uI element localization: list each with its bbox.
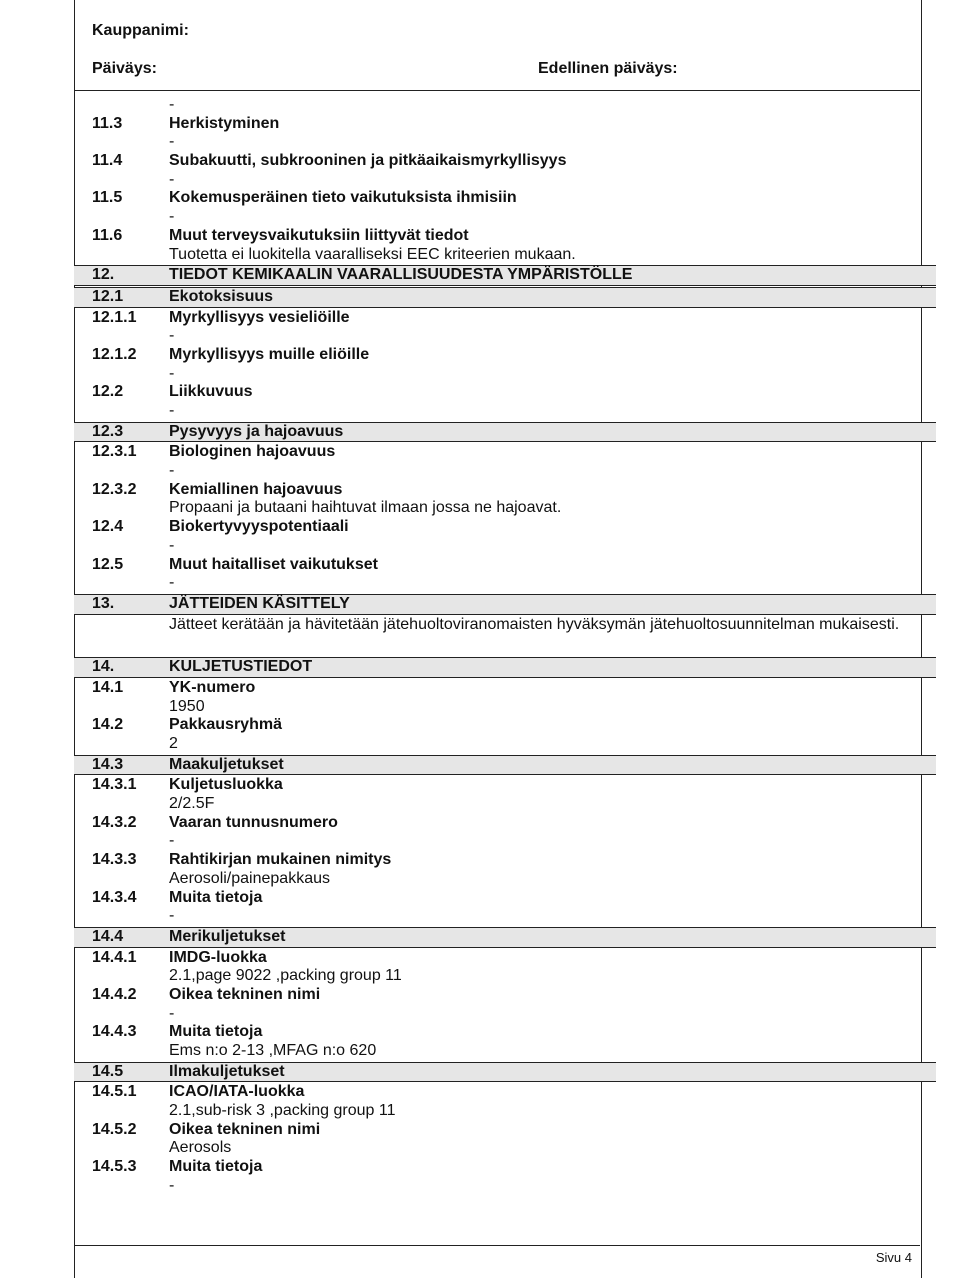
field-value: - (169, 327, 175, 345)
section-band (74, 755, 936, 776)
spacer (92, 634, 918, 656)
section-value (92, 907, 918, 926)
section-title: Vaaran tunnusnumero (169, 813, 338, 831)
section-title: Biologinen hajoavuus (169, 443, 336, 461)
section-number: 11.6 (92, 226, 123, 244)
section-title: Maakuljetukset (169, 755, 284, 773)
section-heading (92, 1083, 918, 1102)
section-heading (92, 481, 918, 500)
section-value (92, 1139, 918, 1158)
section-title: IMDG-luokka (169, 948, 267, 966)
company-name-label: Kauppanimi: (92, 22, 189, 39)
section-title: Kokemusperäinen tieto vaikutuksista ihmisiin (169, 189, 517, 207)
field-value: - (169, 96, 175, 113)
field-value: - (169, 208, 175, 226)
section-number: 12.1 (92, 287, 124, 305)
section-title: Liikkuvuus (169, 383, 253, 401)
section-number: 12.1.2 (92, 345, 137, 363)
header-divider (74, 90, 920, 91)
field-value: - (169, 133, 175, 151)
section-number: 11.4 (92, 152, 123, 170)
field-value: Jätteet kerätään ja hävitetään jätehuoltoviranomaisten hyväksymän jätehuoltosuunnitelman mukaisesti. (169, 615, 900, 633)
section-heading (92, 189, 918, 208)
field-value: 2/2.5F (169, 795, 215, 813)
section-value (92, 499, 918, 518)
field-value: - (169, 574, 175, 592)
section-heading (92, 443, 918, 462)
section-heading (92, 309, 918, 328)
section-title: Rahtikirjan mukainen nimitys (169, 851, 392, 869)
section-heading (92, 1023, 918, 1042)
section-title: Muut haitalliset vaikutukset (169, 555, 378, 573)
section-value (92, 967, 918, 986)
field-value: Aerosols (169, 1139, 232, 1157)
field-value: - (169, 832, 175, 850)
section-number: 11.5 (92, 189, 123, 207)
field-value: 1950 (169, 697, 205, 715)
section-number: 14.5 (92, 1062, 124, 1080)
section-title: Muita tietoja (169, 1023, 263, 1041)
section-value (92, 171, 918, 190)
section-title: Muita tietoja (169, 888, 263, 906)
section-title: Oikea tekninen nimi (169, 1120, 321, 1138)
section-band (74, 422, 936, 443)
section-heading (92, 851, 918, 870)
section-value (92, 698, 918, 717)
section-title: KULJETUSTIEDOT (169, 658, 313, 676)
section-value (92, 96, 918, 115)
field-value: - (169, 364, 175, 382)
section-title: TIEDOT KEMIKAALIN VAARALLISUUDESTA YMPÄRISTÖLLE (169, 266, 633, 284)
section-number: 13. (92, 594, 115, 612)
section-number: 14.2 (92, 716, 124, 734)
section-heading (92, 949, 918, 968)
section-title: Myrkyllisyys muille eliöille (169, 345, 370, 363)
section-number: 14.3.4 (92, 888, 137, 906)
section-title: Ilmakuljetukset (169, 1062, 285, 1080)
section-number: 14.5.2 (92, 1120, 137, 1138)
section-value (92, 735, 918, 754)
section-title: Merikuljetukset (169, 927, 286, 945)
section-title: Muut terveysvaikutuksiin liittyvät tiedot (169, 226, 469, 244)
section-number: 14.3.2 (92, 813, 137, 831)
section-value (92, 537, 918, 556)
section-heading (92, 115, 918, 134)
document-body (92, 96, 918, 1196)
section-number: 12.1.1 (92, 308, 137, 326)
section-number: 14.1 (92, 678, 124, 696)
section-heading (92, 1158, 918, 1177)
section-value (92, 832, 918, 851)
section-number: 12.5 (92, 555, 124, 573)
section-title: Pakkausryhmä (169, 716, 282, 734)
section-value (92, 1005, 918, 1024)
section-title: JÄTTEIDEN KÄSITTELY (169, 594, 350, 612)
section-heading (92, 679, 918, 698)
field-value: - (169, 907, 175, 925)
section-heading (92, 986, 918, 1005)
section-heading (92, 518, 918, 537)
section-title: Kemiallinen hajoavuus (169, 480, 343, 498)
section-number: 14.4.3 (92, 1023, 137, 1041)
field-value: - (169, 1004, 175, 1022)
section-value (92, 462, 918, 481)
section-title: Biokertyvyyspotentiaali (169, 518, 349, 536)
section-value (92, 1102, 918, 1121)
section-title: Myrkyllisyys vesieliöille (169, 308, 350, 326)
section-number: 14.5.3 (92, 1158, 137, 1176)
section-title: ICAO/IATA-luokka (169, 1083, 305, 1101)
date-label: Päiväys: (92, 60, 157, 77)
section-band (74, 265, 936, 286)
field-value: 2 (169, 735, 178, 752)
section-title: Ekotoksisuus (169, 287, 274, 305)
section-title: Herkistyminen (169, 114, 280, 132)
section-title: Pysyvyys ja hajoavuus (169, 422, 344, 440)
section-number: 14.3 (92, 755, 124, 773)
section-value (92, 365, 918, 384)
section-value (92, 246, 918, 265)
section-value (92, 327, 918, 346)
section-band (74, 287, 936, 308)
field-value: - (169, 536, 175, 554)
field-value: 2.1,page 9022 ,packing group 11 (169, 967, 402, 985)
section-heading (92, 152, 918, 171)
section-band (74, 594, 936, 615)
section-number: 14.5.1 (92, 1083, 137, 1101)
section-value (92, 795, 918, 814)
section-value (92, 574, 918, 593)
section-number: 12.3.1 (92, 443, 137, 461)
section-heading (92, 1121, 918, 1140)
field-value: - (169, 462, 175, 480)
section-heading (92, 716, 918, 735)
section-value (92, 133, 918, 152)
previous-date-label: Edellinen päiväys: (538, 60, 678, 77)
field-value: - (169, 402, 175, 419)
field-value: - (169, 1176, 175, 1194)
field-value: - (169, 170, 175, 188)
section-number: 14. (92, 658, 115, 676)
section-value (92, 1177, 918, 1196)
section-title: Oikea tekninen nimi (169, 985, 321, 1003)
section-value (92, 402, 918, 421)
field-value: Aerosoli/painepakkaus (169, 869, 330, 887)
section-number: 12.2 (92, 383, 124, 401)
section-heading (92, 889, 918, 908)
section-band (74, 657, 936, 678)
section-number: 14.4 (92, 927, 124, 945)
section-number: 12.3 (92, 422, 124, 440)
field-value: Propaani ja butaani haihtuvat ilmaan jossa ne hajoavat. (169, 499, 562, 517)
section-number: 14.4.1 (92, 948, 137, 966)
section-band (74, 1062, 936, 1083)
section-title: Muita tietoja (169, 1158, 263, 1176)
section-number: 14.3.3 (92, 851, 137, 869)
section-value (92, 1042, 918, 1061)
section-value (92, 870, 918, 889)
section-heading (92, 814, 918, 833)
section-heading (92, 776, 918, 795)
field-value: Tuotetta ei luokitella vaaralliseksi EEC kriteerien mukaan. (169, 245, 576, 263)
section-number: 12.3.2 (92, 480, 137, 498)
section-heading (92, 346, 918, 365)
section-number: 12. (92, 266, 115, 284)
footer-divider (74, 1245, 920, 1246)
section-title: YK-numero (169, 678, 256, 696)
section-value (92, 208, 918, 227)
section-title: Kuljetusluokka (169, 776, 283, 794)
section-heading (92, 383, 918, 402)
section-value (92, 616, 918, 635)
field-value: 2.1,sub-risk 3 ,packing group 11 (169, 1102, 396, 1120)
field-value: Ems n:o 2-13 ,MFAG n:o 620 (169, 1042, 377, 1059)
section-number: 14.3.1 (92, 776, 137, 794)
section-heading (92, 227, 918, 246)
page-number: Sivu 4 (875, 1250, 912, 1265)
section-number: 12.4 (92, 518, 124, 536)
section-heading (92, 556, 918, 575)
section-title: Subakuutti, subkrooninen ja pitkäaikaismyrkyllisyys (169, 152, 567, 170)
section-number: 14.4.2 (92, 985, 137, 1003)
section-number: 11.3 (92, 114, 123, 132)
section-band (74, 927, 936, 948)
